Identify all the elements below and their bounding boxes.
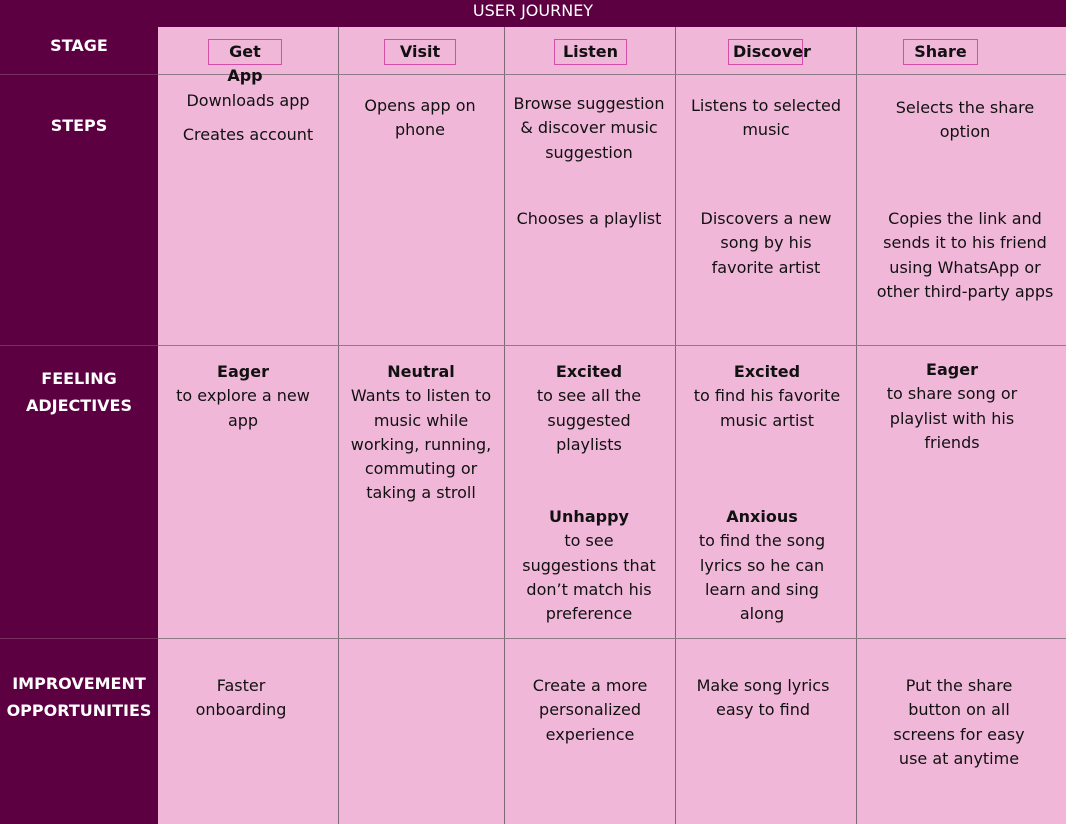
feeling-cell: [876, 358, 1028, 455]
row-divider: [158, 638, 1066, 639]
column-divider: [856, 27, 857, 824]
feeling-text: to see suggestions that don’t match his preference: [522, 531, 656, 624]
row-label-improvement-2: OPPORTUNITIES: [6, 701, 152, 720]
stage-get-app-button[interactable]: Get App: [208, 39, 282, 65]
journey-title: USER JOURNEY: [0, 0, 1066, 27]
row-label-stage: STAGE: [50, 36, 108, 55]
feeling-cell: [524, 360, 654, 457]
feeling-cell: [346, 360, 496, 506]
step-text: Browse suggestion & discover music suggestion: [513, 94, 665, 162]
row-label-feeling-1: FEELING: [41, 369, 117, 388]
feeling-text: to see all the suggested playlists: [536, 386, 642, 454]
row-header-column: [0, 27, 158, 824]
row-label-improvement-1: IMPROVEMENT: [12, 674, 146, 693]
feeling-text: to find his favorite music artist: [693, 386, 841, 430]
step-text: Discovers a new song by his favorite artist: [700, 209, 832, 277]
step-text: Chooses a playlist: [516, 209, 662, 228]
feeling-text: to share song or playlist with his friends: [886, 384, 1018, 452]
step-text: Downloads app: [186, 91, 310, 110]
feeling-adjective: Excited: [555, 362, 623, 381]
stage-discover-button[interactable]: Discover: [728, 39, 803, 65]
improvement-text: Make song lyrics easy to find: [696, 676, 830, 720]
column-divider: [675, 27, 676, 824]
feeling-adjective: Anxious: [726, 507, 798, 526]
row-divider: [0, 638, 158, 639]
feeling-adjective: Excited: [733, 362, 801, 381]
feeling-adjective: Eager: [926, 360, 978, 379]
feeling-cell: [170, 360, 316, 433]
journey-grid: [158, 27, 1066, 824]
row-divider: [158, 74, 1066, 75]
row-divider: [158, 345, 1066, 346]
row-label-feeling-2: ADJECTIVES: [26, 396, 132, 415]
row-divider: [0, 74, 158, 75]
feeling-adjective: Unhappy: [549, 507, 629, 526]
feeling-adjective: Eager: [217, 362, 269, 381]
feeling-cell: [516, 505, 662, 626]
improvement-text: Faster onboarding: [195, 676, 287, 720]
feeling-cell: [688, 360, 846, 433]
step-text: Listens to selected music: [690, 96, 842, 140]
column-divider: [338, 27, 339, 824]
step-text: Selects the share option: [895, 98, 1035, 142]
stage-visit-button[interactable]: Visit: [384, 39, 456, 65]
step-text: Opens app on phone: [364, 96, 476, 140]
feeling-text: Wants to listen to music while working, running, commuting or taking a stroll: [350, 386, 492, 503]
row-divider: [0, 345, 158, 346]
row-label-steps: STEPS: [50, 116, 108, 135]
step-text: Creates account: [182, 125, 314, 144]
feeling-text: to find the song lyrics so he can learn and sing along: [698, 531, 826, 624]
improvement-text: Create a more personalized experience: [532, 676, 648, 744]
improvement-text: Put the share button on all screens for easy use at anytime: [893, 676, 1025, 768]
stage-listen-button[interactable]: Listen: [554, 39, 627, 65]
feeling-text: to explore a new app: [176, 386, 310, 430]
step-text: Copies the link and sends it to his friend using WhatsApp or other third-party apps: [876, 209, 1054, 301]
column-divider: [504, 27, 505, 824]
feeling-cell: [690, 505, 834, 626]
stage-share-button[interactable]: Share: [903, 39, 978, 65]
feeling-adjective: Neutral: [387, 362, 455, 381]
